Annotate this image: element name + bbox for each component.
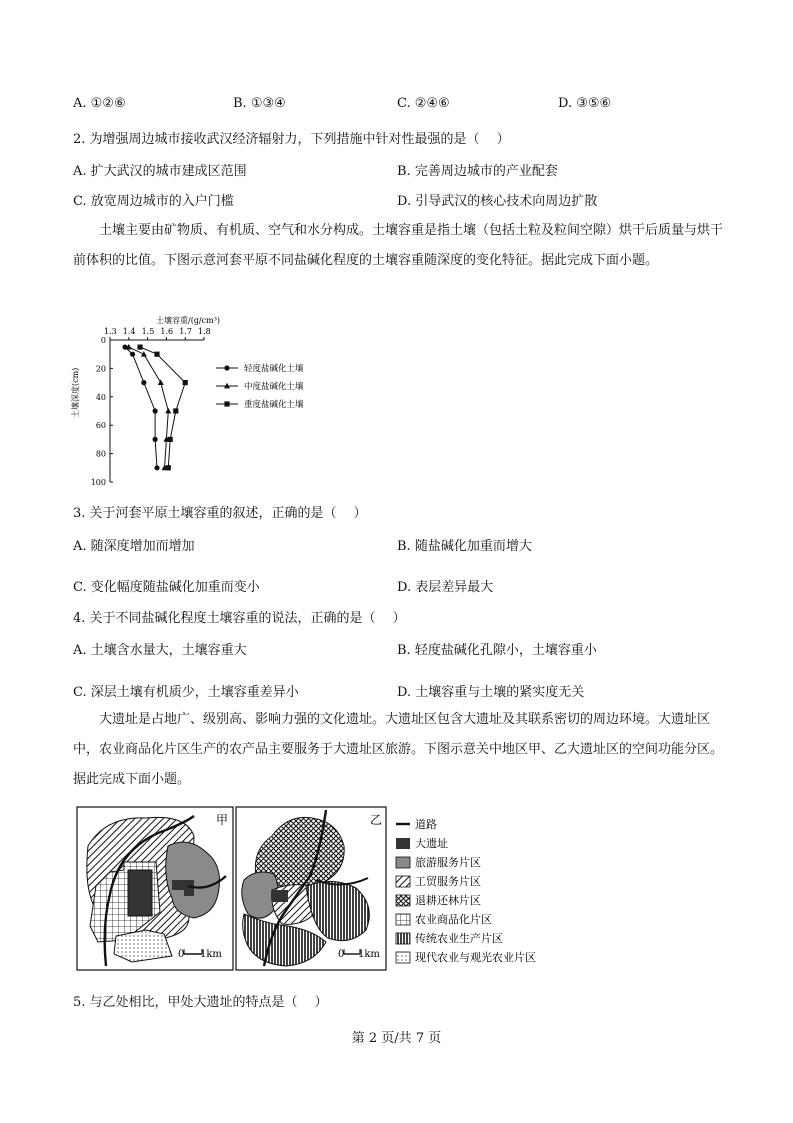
q4-option-a: A. 土壤含水量大，土壤容重大 — [73, 643, 247, 658]
legend-commercial: 农业商品化片区 — [415, 913, 492, 926]
legend-forest: 退耕还林片区 — [415, 894, 481, 907]
data-point-triangle — [141, 351, 147, 357]
data-point-square — [183, 380, 188, 385]
legend-site: 大遗址 — [415, 837, 448, 850]
q4-stem: 4. 关于不同盐碱化程度土壤容重的说法，正确的是（ ） — [73, 611, 406, 626]
legend-modern: 现代农业与观光农业片区 — [415, 951, 536, 964]
y-tick-label: 20 — [95, 364, 106, 374]
legend-marker-square — [224, 401, 229, 406]
x-tick-label: 1.3 — [104, 327, 117, 336]
data-point-circle — [130, 352, 135, 357]
x-tick-label: 1.8 — [198, 327, 211, 336]
legend-swatch-modern — [396, 952, 410, 963]
data-point-square — [168, 437, 173, 442]
q4-option-d: D. 土壤容重与土壤的紧实度无关 — [397, 685, 585, 700]
legend-swatch-site — [396, 838, 410, 849]
q4-option-c: C. 深层土壤有机质少，土壤容重差异小 — [73, 685, 299, 700]
site-zoning-map — [76, 806, 576, 972]
chart-title: 土壤容重/(g/cm³) — [156, 316, 221, 325]
data-point-circle — [141, 380, 146, 385]
y-tick-label: 0 — [100, 336, 106, 345]
q2-option-a: A. 扩大武汉的城市建成区范围 — [73, 164, 247, 179]
q1-option-d: D. ③⑤⑥ — [558, 96, 612, 111]
legend-swatch-commercial — [396, 914, 410, 925]
legend-road: 道路 — [415, 818, 437, 831]
map-label-jia: 甲 — [216, 813, 229, 827]
q4-option-b: B. 轻度盐碱化孔隙小，土壤容重小 — [397, 643, 597, 658]
data-point-circle — [154, 465, 159, 470]
y-tick-label: 60 — [95, 421, 106, 431]
data-point-triangle — [158, 379, 164, 385]
data-point-square — [137, 345, 142, 350]
q2-option-d: D. 引导武汉的核心技术向周边扩散 — [397, 194, 598, 209]
q1-option-a: A. ①②⑥ — [73, 96, 126, 111]
data-point-square — [173, 408, 178, 413]
y-tick-label: 40 — [95, 392, 106, 402]
legend-swatch-traditional — [396, 933, 410, 944]
series-line-triangle — [129, 347, 168, 468]
q3-option-c: C. 变化幅度随盐碱化加重而变小 — [73, 580, 260, 595]
legend-swatch-forest — [396, 895, 410, 906]
data-point-square — [166, 465, 171, 470]
q3-option-b: B. 随盐碱化加重而增大 — [397, 539, 532, 554]
map-scale-zero-jia: 0 — [178, 949, 185, 960]
map-scale-unit-yi: 1km — [358, 949, 380, 960]
map-scale-zero-yi: 0 — [338, 949, 345, 960]
legend-label-triangle: 中度盐碱化土壤 — [244, 382, 304, 392]
map-scale-unit-jia: 1km — [200, 949, 222, 960]
q3-option-d: D. 表层差异最大 — [397, 580, 494, 595]
series-line-square — [140, 347, 185, 468]
y-tick-label: 80 — [95, 449, 106, 459]
x-tick-label: 1.7 — [179, 327, 192, 336]
data-point-circle — [153, 437, 158, 442]
x-tick-label: 1.5 — [141, 327, 155, 336]
y-tick-label: 100 — [90, 478, 106, 487]
page-footer: 第 2 页/共 7 页 — [351, 1031, 442, 1046]
q3-stem: 3. 关于河套平原土壤容重的叙述，正确的是（ ） — [73, 506, 367, 521]
q1-option-c: C. ②④⑥ — [397, 96, 450, 111]
data-point-square — [154, 352, 159, 357]
series-line-circle — [125, 347, 157, 468]
q2-option-c: C. 放宽周边城市的入户门槛 — [73, 194, 234, 209]
map-label-yi: 乙 — [370, 813, 383, 827]
passage-sites: 大遗址是占地广、级别高、影响力强的文化遗址。大遗址区包含大遗址及其联系密切的周边环境。大遗址区中，农业商品化片区生产的农产品主要服务于大遗址区旅游。下图示意关中地区甲、乙大遗址区的空间功能分区。据此完成下面小题。 — [73, 712, 724, 787]
q3-option-a: A. 随深度增加而增加 — [73, 539, 195, 554]
legend-traditional: 传统农业生产片区 — [415, 932, 503, 945]
legend-label-circle: 轻度盐碱化土壤 — [244, 364, 304, 374]
legend-marker-circle — [224, 365, 229, 370]
q5-stem: 5. 与乙处相比，甲处大遗址的特点是（ ） — [73, 995, 328, 1010]
legend-trade: 工贸服务片区 — [415, 875, 481, 888]
legend-label-square: 重度盐碱化土壤 — [244, 400, 304, 410]
legend-swatch-tourism — [396, 857, 410, 868]
data-point-circle — [153, 408, 158, 413]
x-tick-label: 1.6 — [160, 327, 174, 336]
legend-swatch-trade — [396, 876, 410, 887]
soil-bulk-density-chart — [70, 312, 340, 490]
data-point-triangle — [165, 408, 171, 414]
legend-tourism: 旅游服务片区 — [415, 856, 481, 869]
q2-option-b: B. 完善周边城市的产业配套 — [397, 164, 558, 179]
passage-soil: 土壤主要由矿物质、有机质、空气和水分构成。土壤容重是指土壤（包括土粒及粒间空隙）烘干后质量与烘干前体积的比值。下图示意河套平原不同盐碱化程度的土壤容重随深度的变化特征。据此完成下面小题。 — [73, 223, 724, 268]
chart-ylabel: 土壤深度(cm) — [71, 367, 80, 418]
q2-stem: 2. 为增强周边城市接收武汉经济辐射力，下列措施中针对性最强的是（ ） — [73, 132, 510, 147]
x-tick-label: 1.4 — [122, 327, 136, 336]
q1-option-b: B. ①③④ — [233, 96, 286, 111]
